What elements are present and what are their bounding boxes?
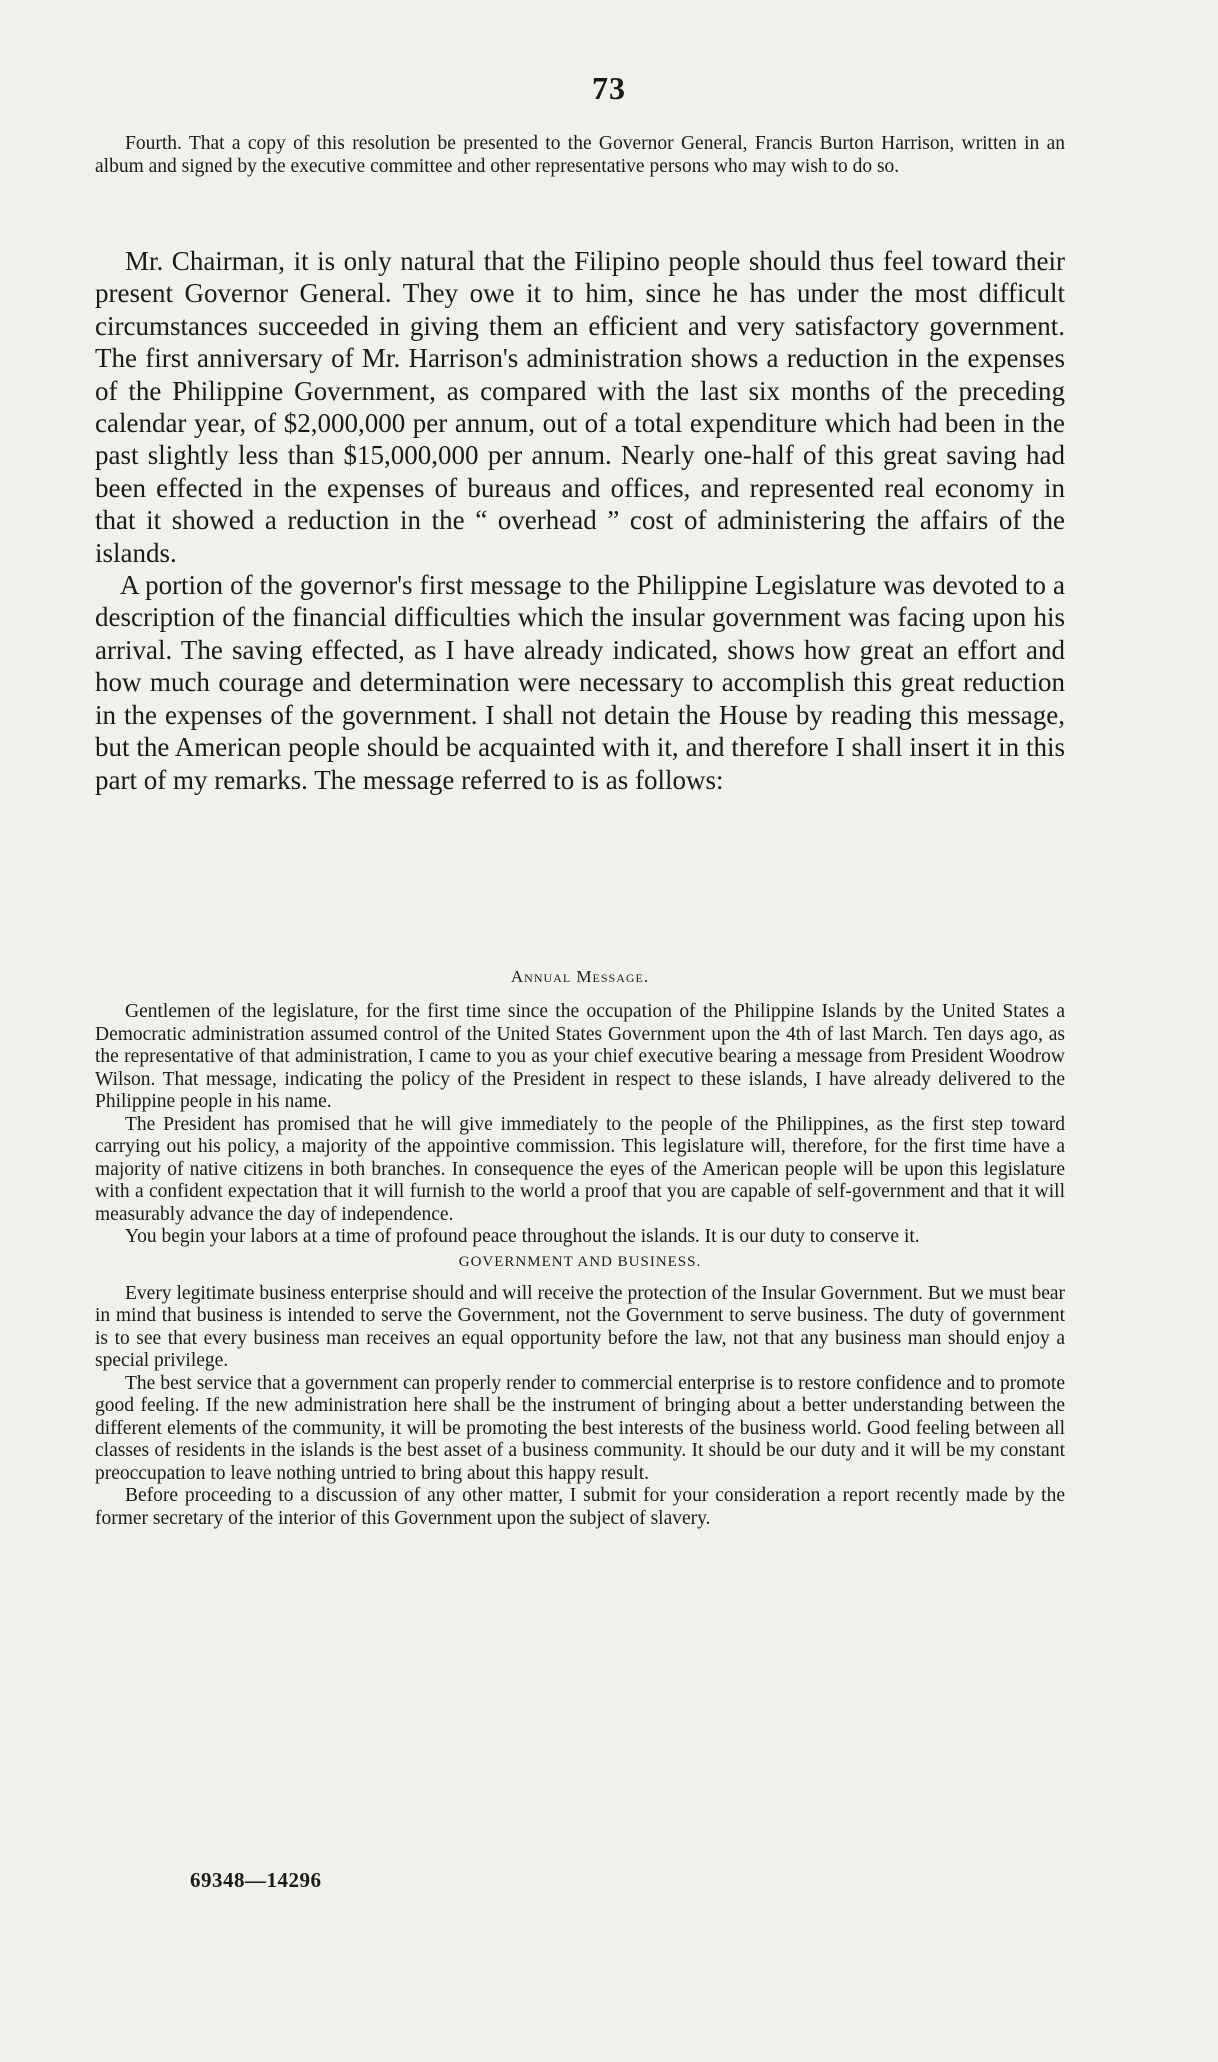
speech-paragraph-2: A portion of the governor's first message to the Philippine Legislature was devoted to a description of the financial difficulties which the insular government was facing upon his arrival. The saving effected, as I have already indicated, shows how great an effort and how much courage and determination were necessary to accomplish this great reduction in the expenses of the government. I shall not detain the House by reading this message, but the American people should be acquainted with it, and therefore I shall insert it in this part of my remarks. The message referred to is as follows: <box>95 570 1065 795</box>
resolution-fourth-text: Fourth. That a copy of this resolution be presented to the Governor General, Francis Burton Harrison, written in an album and signed by the executive committee and other representative persons who may wish to do so. <box>95 133 1065 177</box>
government-business-paragraph-3: Before proceeding to a discussion of any other matter, I submit for your consideration a report recently made by the former secretary of the interior of this Government upon the subject of slavery. <box>95 1485 1065 1529</box>
annual-message-paragraph-3: You begin your labors at a time of profound peace throughout the islands. It is our duty to conserve it. <box>125 1226 920 1247</box>
page-number: 73 <box>592 70 626 106</box>
annual-message-heading: Annual Message. <box>510 967 650 986</box>
speech-paragraph-1: Mr. Chairman, it is only natural that the Filipino people should thus feel toward their present Governor General. They owe it to him, since he has under the most difficult circumstances succeeded in giving them an efficient and very satisfactory government. The first anniversary of Mr. Harrison's administration shows a reduction in the expenses of the Philippine Government, as compared with the last six months of the preceding calendar year, of $2,000,000 per annum, out of a total expenditure which had been in the past slightly less than $15,000,000 per annum. Nearly one-half of this great saving had been effected in the expenses of bureaus and offices, and represented real economy in that it showed a reduction in the “ overhead ” cost of administering the affairs of the islands. <box>95 246 1065 568</box>
government-business-heading: GOVERNMENT AND BUSINESS. <box>458 1253 702 1270</box>
resolution-fourth-block <box>95 133 1065 178</box>
annual-message-paragraph-2: The President has promised that he will give immediately to the people of the Philippines, as the first step toward carrying out his policy, a majority of the appointive commission. This legislature will, therefore, for the first time have a majority of native citizens in both branches. In consequence the eyes of the American people will be upon this legislature with a confident expectation that it will furnish to the world a proof that you are capable of self-government and that it will measurably advance the day of independence. <box>95 1113 1065 1225</box>
speech-block <box>95 245 1065 796</box>
annual-message-block <box>95 967 1065 1530</box>
annual-message-paragraph-1: Gentlemen of the legislature, for the first time since the occupation of the Philippine Islands by the United States a Democratic administration assumed control of the United States Government upon the 4th of last March. Ten days ago, as the representative of that administration, I came to you as your chief executive bearing a message from President Woodrow Wilson. That message, indicating the policy of the President in respect to these islands, I have already delivered to the Philippine people in his name. <box>95 1001 1065 1112</box>
print-code: 69348—14296 <box>190 1868 322 1892</box>
government-business-paragraph-1: Every legitimate business enterprise should and will receive the protection of the Insular Government. But we must bear in mind that business is intended to serve the Government, not the Government to serve business. The duty of government is to see that every business man receives an equal opportunity before the law, not that any business man should enjoy a special privilege. <box>95 1282 1065 1371</box>
government-business-paragraph-2: The best service that a government can properly render to commercial enterprise is to restore confidence and to promote good feeling. If the new administration here shall be the instrument of bringing about a better understanding between the different elements of the community, it will be promoting the best interests of the business world. Good feeling between all classes of residents in the islands is the best asset of a business community. It should be our duty and it will be my constant preoccupation to leave nothing untried to bring about this happy result. <box>95 1372 1065 1484</box>
